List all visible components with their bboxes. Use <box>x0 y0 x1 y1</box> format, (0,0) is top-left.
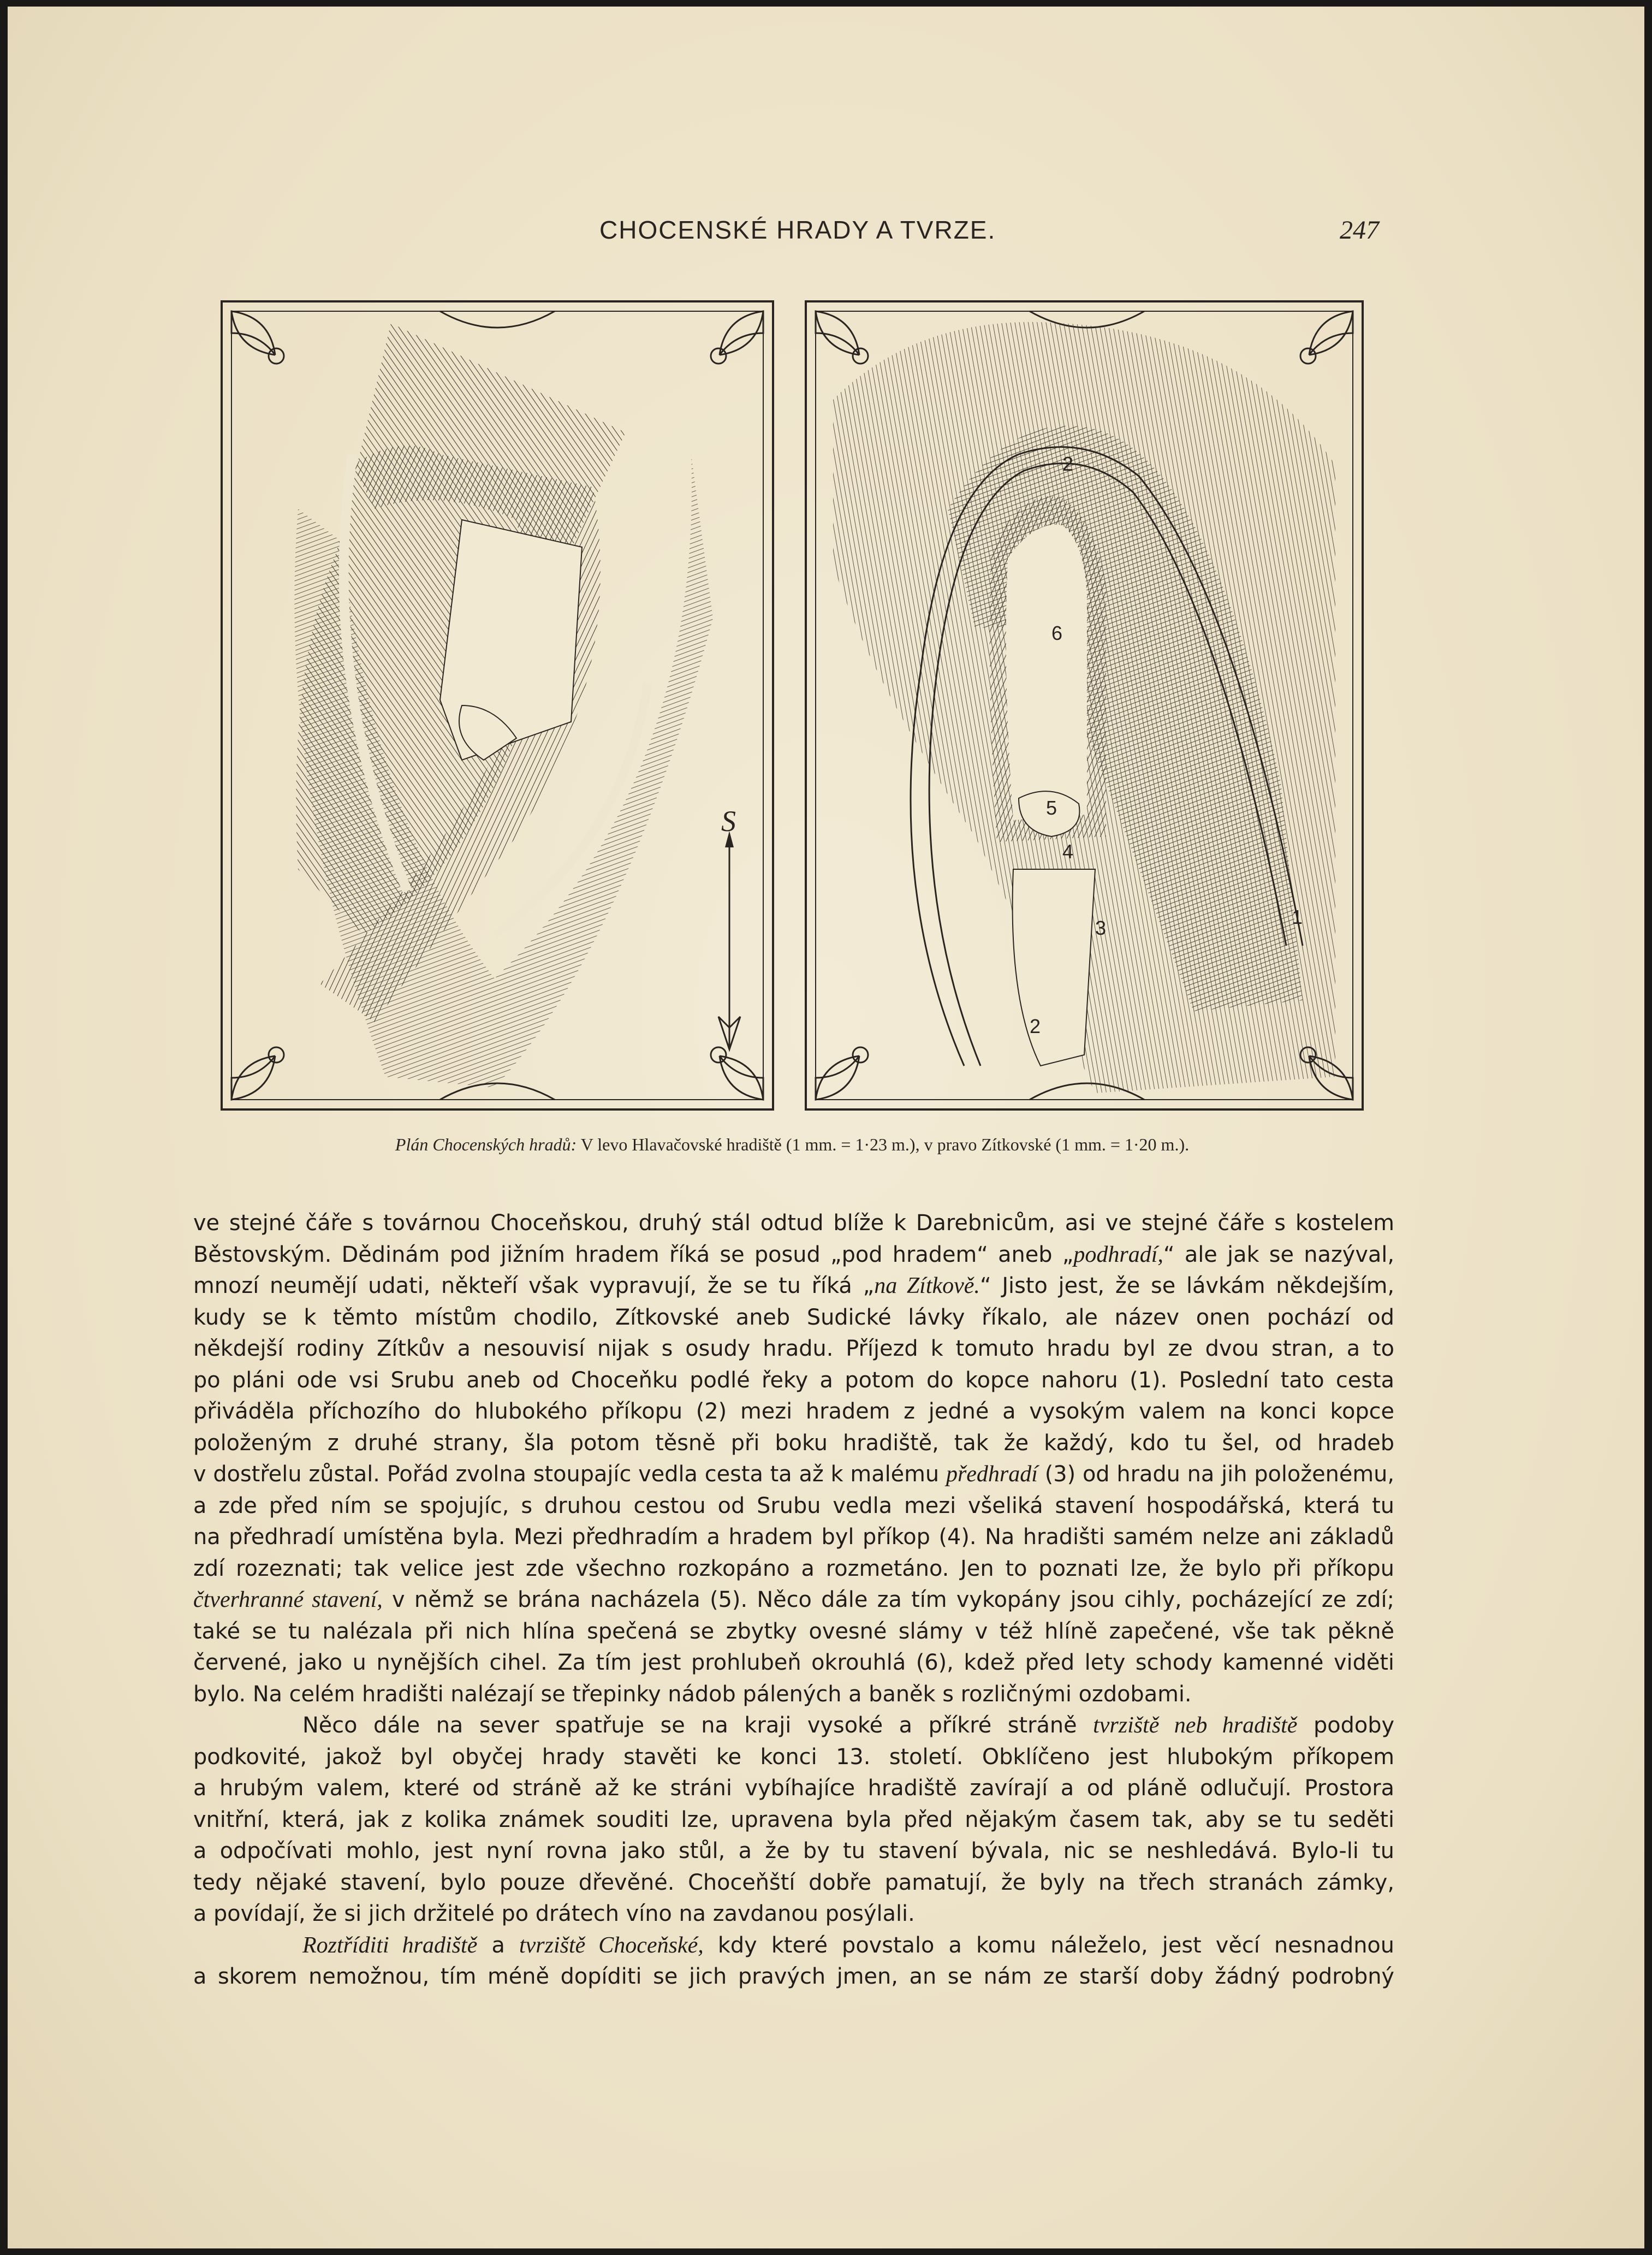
emphasis-text: tvrziště Choceňské, <box>519 1932 704 1958</box>
text-run: zdí rozeznati; tak velice jest zde všechno rozkopáno a rozmetáno. Jen to poznati lze, že bylo při příkopu <box>193 1556 1394 1581</box>
text-line <box>193 1930 1394 1962</box>
text-line <box>193 1647 1394 1679</box>
plan-label-1: 1 <box>1292 906 1303 928</box>
north-arrow-icon <box>718 831 740 1049</box>
text-run: a povídají, že si jich držitelé po drátech víno na zavdanou posýlali. <box>193 1901 915 1926</box>
text-line <box>193 1805 1394 1836</box>
text-run: kudy se k těmto místům chodilo, Zítkovské aneb Sudické lávky říkalo, ale název onen pochází od <box>193 1304 1394 1330</box>
text-run: někdejší rodiny Zítkův a nesouvisí nijak s osudy hradu. Příjezd k tomuto hradu byl ze dvou stran, a to <box>193 1336 1394 1361</box>
text-line <box>193 1710 1394 1742</box>
text-run: na předhradí umístěna byla. Mezi předhradím a hradem byl příkop (4). Na hradišti samém nelze ani základů <box>193 1524 1394 1550</box>
plan-label-5: 5 <box>1046 797 1057 819</box>
text-run: a odpočívati mohlo, jest nyní rovna jako stůl, a že by tu stavení bývala, nic se neshledává. Bylo-li tu <box>193 1838 1394 1864</box>
text-run: položeným z druhé strany, šla potom těsně při boku hradiště, tak že každý, kdo tu šel, od hradeb <box>193 1430 1394 1456</box>
running-header: CHOCENSKÉ HRADY A TVRZE. <box>599 216 996 244</box>
emphasis-text: čtverhranné stavení, <box>193 1587 383 1612</box>
text-run: přiváděla příchozího do hlubokého příkopu (2) mezi hradem z jedné a vysokým valem na konci kopce <box>193 1399 1394 1424</box>
plan-label-3: 3 <box>1095 917 1107 939</box>
text-line <box>193 1491 1394 1522</box>
text-run: bylo. Na celém hradišti nalézají se třepinky nádob pálených a baněk s rozličnými ozdobami. <box>193 1681 1192 1707</box>
plan-label-6: 6 <box>1051 622 1063 644</box>
text-run: také se tu nalézala při nich hlína spečená se zbytky ovesné slámy v též hlíně zapečené, vše tak pěkně <box>193 1618 1394 1644</box>
text-line <box>193 1522 1394 1553</box>
text-run: mnozí neumějí udati, někteří však vypravují, že se tu říká „ <box>193 1273 875 1298</box>
caption-text: V levo Hlavačovské hradiště (1 mm. = 1·23 m.), v pravo Zítkovské (1 mm. = 1·20 m.). <box>577 1135 1190 1154</box>
body-text <box>193 1208 1394 1993</box>
text-run: tedy nějaké stavení, bylo pouze dřevěné. Choceňští dobře pamatují, že byly na třech stranách zámky, <box>193 1870 1394 1895</box>
text-line <box>193 1208 1394 1239</box>
text-line <box>193 1365 1394 1397</box>
text-line <box>193 1867 1394 1899</box>
text-line <box>193 1742 1394 1773</box>
plan-label-2-bottom: 2 <box>1030 1015 1041 1037</box>
caption-lead: Plán Chocenských hradů: <box>395 1135 577 1154</box>
text-run: červené, jako u nynějších cihel. Za tím jest prohlubeň okrouhlá (6), kdež před lety schody kamenné viděti <box>193 1650 1394 1675</box>
text-run: “ Jisto jest, že se lávkám někdejším, <box>979 1273 1394 1298</box>
text-run: Běstovským. Dědinám pod jižním hradem říká se posud „pod hradem“ aneb „ <box>193 1242 1074 1267</box>
text-line <box>193 1271 1394 1302</box>
text-line <box>193 1898 1394 1930</box>
text-run: Něco dále na sever spatřuje se na kraji vysoké a příkré stráně <box>302 1713 1094 1738</box>
text-run: ve stejné čáře s továrnou Choceňskou, druhý stál odtud blíže k Darebnicům, asi ve stejné čáře s kostelem <box>193 1210 1394 1236</box>
text-line <box>193 1553 1394 1585</box>
emphasis-text: podhradí, <box>1073 1242 1163 1267</box>
text-line <box>193 1239 1394 1271</box>
text-run: a <box>477 1932 519 1958</box>
text-line <box>193 1836 1394 1867</box>
text-run: podoby <box>1297 1713 1395 1738</box>
text-run: podkovité, jakož byl obyčej hrady stavěti ke konci 13. století. Obklíčeno jest hlubokým příkopem <box>193 1744 1394 1770</box>
text-run: po pláni ode vsi Srubu aneb od Choceňku podlé řeky a potom do kopce nahoru (1). Poslední tato cesta <box>193 1367 1394 1393</box>
emphasis-text: na Zítkově. <box>874 1273 980 1298</box>
figure-caption <box>211 1135 1374 1155</box>
left-plan-hlavacovske <box>222 301 773 1109</box>
text-line <box>193 1585 1394 1616</box>
text-run: vnitřní, která, jak z kolika známek souditi lze, upravena byla před nějakým časem tak, aby se tu seděti <box>193 1807 1394 1832</box>
plan-label-4: 4 <box>1062 840 1074 863</box>
emphasis-text: Roztříditi hradiště <box>302 1932 478 1958</box>
text-line <box>193 1459 1394 1491</box>
text-line <box>193 1616 1394 1648</box>
right-plan-zitkovske <box>806 301 1363 1109</box>
text-run: (3) od hradu na jih položenému, <box>1037 1462 1394 1487</box>
north-label: S <box>721 805 736 838</box>
emphasis-text: předhradí <box>946 1462 1038 1487</box>
text-line <box>193 1302 1394 1334</box>
plan-label-2-top: 2 <box>1062 453 1074 475</box>
text-line <box>193 1333 1394 1365</box>
page-number: 247 <box>1340 216 1379 245</box>
page <box>8 7 1644 2248</box>
text-run: a zde před ním se spojujíc, s druhou cestou od Srubu vedla mezi všeliká stavení hospodářská, která tu <box>193 1493 1394 1518</box>
text-line <box>193 1428 1394 1459</box>
text-run: “ ale jak se nazýval, <box>1163 1242 1394 1267</box>
text-run: kdy které povstalo a komu náleželo, jest věcí nesnadnou <box>703 1932 1394 1958</box>
text-line <box>193 1773 1394 1805</box>
text-line <box>193 1679 1394 1711</box>
castle-plans-figure <box>211 290 1374 1120</box>
emphasis-text: tvrziště neb hradiště <box>1093 1713 1298 1738</box>
text-run: a skorem nemožnou, tím méně dopíditi se jich pravých jmen, an se nám ze starší doby žádný podrobný <box>193 1964 1394 1989</box>
text-run: v němž se brána nacházela (5). Něco dále za tím vykopány jsou cihly, pocházející ze zdí; <box>382 1587 1394 1612</box>
text-run: v dostřelu zůstal. Pořád zvolna stoupajíc vedla cesta ta až k malému <box>193 1462 946 1487</box>
text-run: a hrubým valem, které od stráně až ke stráni vybíhajíce hradiště zavírají a od pláně odlučují. Prostora <box>193 1776 1394 1801</box>
text-line <box>193 1961 1394 1993</box>
text-line <box>193 1396 1394 1428</box>
